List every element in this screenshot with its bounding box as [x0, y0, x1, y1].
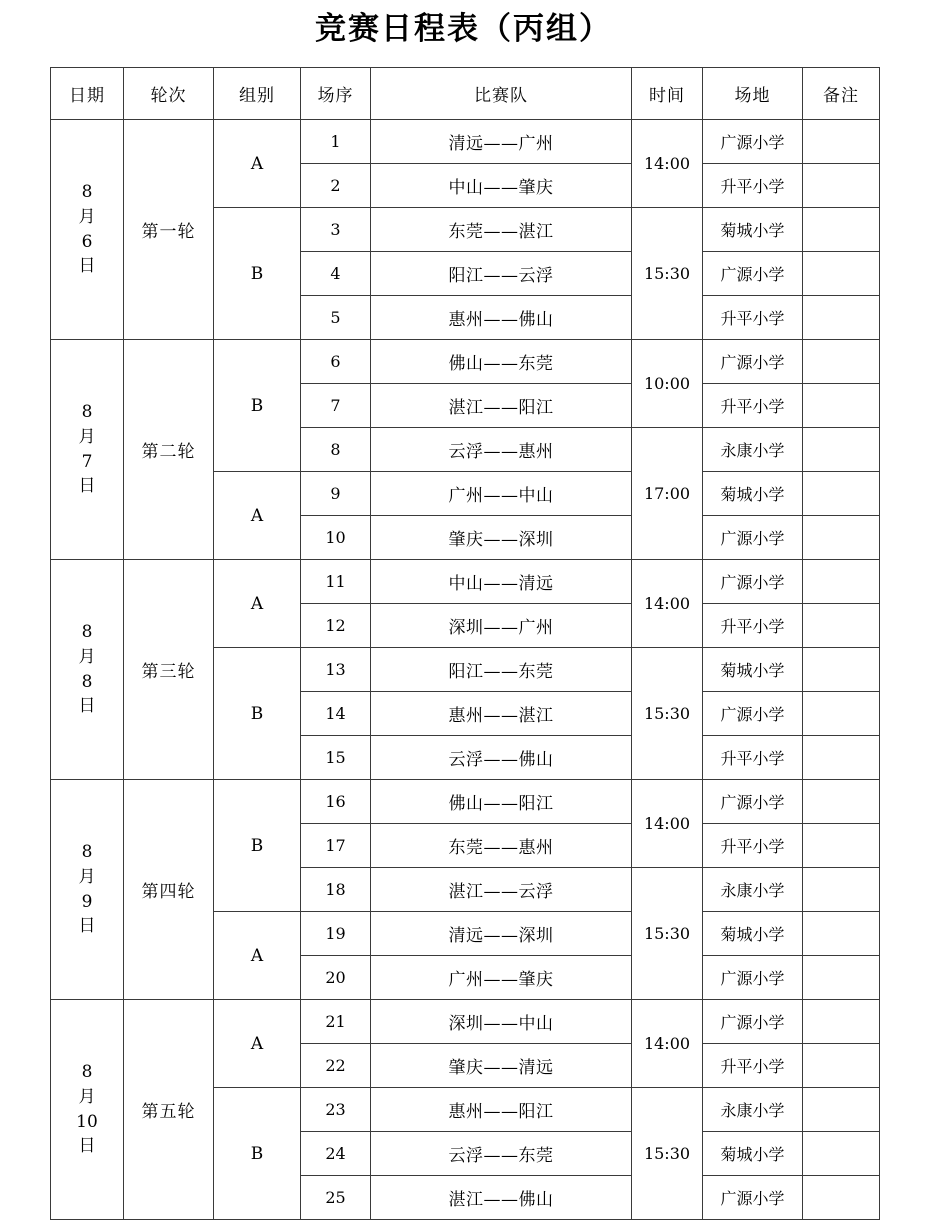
- venue-cell: 广源小学: [703, 780, 803, 824]
- match-number-cell: 10: [301, 516, 371, 560]
- venue-cell: 升平小学: [703, 1044, 803, 1088]
- venue-cell: 菊城小学: [703, 472, 803, 516]
- match-number-cell: 6: [301, 340, 371, 384]
- match-time-cell: 17:00: [632, 428, 703, 560]
- date-line: 月: [78, 1086, 96, 1107]
- venue-cell: 永康小学: [703, 868, 803, 912]
- venue-cell: 广源小学: [703, 956, 803, 1000]
- date-line: 8: [81, 622, 93, 643]
- match-teams-cell: 阳江——东莞: [371, 648, 632, 692]
- date-line: 8: [81, 842, 93, 863]
- note-cell: [803, 692, 880, 736]
- match-teams-cell: 湛江——佛山: [371, 1176, 632, 1220]
- round-label-cell: 第二轮: [124, 340, 214, 560]
- match-number-cell: 1: [301, 120, 371, 164]
- column-header-time: 时间: [632, 68, 703, 120]
- note-cell: [803, 1176, 880, 1220]
- table-row: [51, 340, 880, 384]
- match-number-cell: 12: [301, 604, 371, 648]
- match-number-cell: 14: [301, 692, 371, 736]
- column-header-venue: 场地: [703, 68, 803, 120]
- match-time-cell: 14:00: [632, 1000, 703, 1088]
- match-teams-cell: 清远——深圳: [371, 912, 632, 956]
- match-number-cell: 22: [301, 1044, 371, 1088]
- match-teams-cell: 湛江——阳江: [371, 384, 632, 428]
- note-cell: [803, 648, 880, 692]
- match-number-cell: 17: [301, 824, 371, 868]
- note-cell: [803, 340, 880, 384]
- venue-cell: 升平小学: [703, 164, 803, 208]
- date-line: 7: [81, 451, 93, 472]
- match-number-cell: 5: [301, 296, 371, 340]
- round-label-cell: 第四轮: [124, 780, 214, 1000]
- venue-cell: 永康小学: [703, 428, 803, 472]
- venue-cell: 升平小学: [703, 604, 803, 648]
- note-cell: [803, 516, 880, 560]
- group-cell: B: [214, 208, 301, 340]
- match-number-cell: 21: [301, 1000, 371, 1044]
- table-body: [51, 120, 880, 1220]
- match-number-cell: 13: [301, 648, 371, 692]
- group-cell: A: [214, 1000, 301, 1088]
- group-cell: B: [214, 340, 301, 472]
- header-row: [51, 68, 880, 120]
- match-number-cell: 3: [301, 208, 371, 252]
- note-cell: [803, 560, 880, 604]
- venue-cell: 广源小学: [703, 1000, 803, 1044]
- match-number-cell: 11: [301, 560, 371, 604]
- match-number-cell: 15: [301, 736, 371, 780]
- note-cell: [803, 780, 880, 824]
- venue-cell: 升平小学: [703, 296, 803, 340]
- match-teams-cell: 东莞——惠州: [371, 824, 632, 868]
- match-date-cell: [51, 340, 124, 560]
- match-teams-cell: 佛山——东莞: [371, 340, 632, 384]
- table-header: [51, 68, 880, 120]
- match-teams-cell: 惠州——佛山: [371, 296, 632, 340]
- date-line: 日: [78, 1136, 96, 1157]
- column-header-note: 备注: [803, 68, 880, 120]
- venue-cell: 广源小学: [703, 1176, 803, 1220]
- schedule-table-wrap: [0, 67, 927, 1220]
- match-teams-cell: 阳江——云浮: [371, 252, 632, 296]
- note-cell: [803, 1088, 880, 1132]
- date-line: 9: [81, 891, 93, 912]
- match-date-cell: [51, 120, 124, 340]
- date-line: 月: [78, 426, 96, 447]
- match-teams-cell: 清远——广州: [371, 120, 632, 164]
- group-cell: B: [214, 648, 301, 780]
- match-teams-cell: 深圳——中山: [371, 1000, 632, 1044]
- match-time-cell: 15:30: [632, 208, 703, 340]
- match-number-cell: 7: [301, 384, 371, 428]
- column-header-match: 比赛队: [371, 68, 632, 120]
- match-teams-cell: 深圳——广州: [371, 604, 632, 648]
- match-number-cell: 24: [301, 1132, 371, 1176]
- note-cell: [803, 1132, 880, 1176]
- match-teams-cell: 东莞——湛江: [371, 208, 632, 252]
- competition-schedule-table: [50, 67, 880, 1220]
- venue-cell: 广源小学: [703, 516, 803, 560]
- note-cell: [803, 912, 880, 956]
- match-teams-cell: 湛江——云浮: [371, 868, 632, 912]
- column-header-date: 日期: [51, 68, 124, 120]
- match-number-cell: 25: [301, 1176, 371, 1220]
- match-number-cell: 18: [301, 868, 371, 912]
- match-number-cell: 4: [301, 252, 371, 296]
- table-row: [51, 1000, 880, 1044]
- round-label-cell: 第三轮: [124, 560, 214, 780]
- venue-cell: 菊城小学: [703, 912, 803, 956]
- venue-cell: 广源小学: [703, 560, 803, 604]
- match-number-cell: 8: [301, 428, 371, 472]
- note-cell: [803, 428, 880, 472]
- date-line: 8: [81, 182, 93, 203]
- column-header-round: 轮次: [124, 68, 214, 120]
- note-cell: [803, 1044, 880, 1088]
- match-number-cell: 16: [301, 780, 371, 824]
- group-cell: B: [214, 1088, 301, 1220]
- match-teams-cell: 云浮——惠州: [371, 428, 632, 472]
- match-time-cell: 15:30: [632, 868, 703, 1000]
- match-number-cell: 20: [301, 956, 371, 1000]
- match-teams-cell: 云浮——佛山: [371, 736, 632, 780]
- note-cell: [803, 208, 880, 252]
- match-number-cell: 19: [301, 912, 371, 956]
- venue-cell: 广源小学: [703, 692, 803, 736]
- table-row: [51, 120, 880, 164]
- group-cell: B: [214, 780, 301, 912]
- match-time-cell: 15:30: [632, 1088, 703, 1220]
- venue-cell: 菊城小学: [703, 648, 803, 692]
- group-cell: A: [214, 472, 301, 560]
- table-row: [51, 560, 880, 604]
- note-cell: [803, 472, 880, 516]
- venue-cell: 升平小学: [703, 824, 803, 868]
- date-line: 日: [78, 256, 96, 277]
- match-time-cell: 14:00: [632, 780, 703, 868]
- match-teams-cell: 云浮——东莞: [371, 1132, 632, 1176]
- match-number-cell: 9: [301, 472, 371, 516]
- date-line: 8: [81, 671, 93, 692]
- match-teams-cell: 肇庆——深圳: [371, 516, 632, 560]
- note-cell: [803, 164, 880, 208]
- column-header-group: 组别: [214, 68, 301, 120]
- table-row: [51, 780, 880, 824]
- venue-cell: 广源小学: [703, 120, 803, 164]
- match-teams-cell: 广州——肇庆: [371, 956, 632, 1000]
- match-number-cell: 2: [301, 164, 371, 208]
- date-line: 日: [78, 916, 96, 937]
- match-time-cell: 10:00: [632, 340, 703, 428]
- match-date-cell: [51, 560, 124, 780]
- note-cell: [803, 956, 880, 1000]
- note-cell: [803, 868, 880, 912]
- match-date-cell: [51, 780, 124, 1000]
- date-line: 月: [78, 646, 96, 667]
- group-cell: A: [214, 560, 301, 648]
- note-cell: [803, 824, 880, 868]
- group-cell: A: [214, 912, 301, 1000]
- match-teams-cell: 中山——肇庆: [371, 164, 632, 208]
- match-teams-cell: 佛山——阳江: [371, 780, 632, 824]
- date-line: 6: [81, 231, 93, 252]
- match-teams-cell: 中山——清远: [371, 560, 632, 604]
- date-line: 月: [78, 206, 96, 227]
- match-number-cell: 23: [301, 1088, 371, 1132]
- column-header-seq: 场序: [301, 68, 371, 120]
- note-cell: [803, 384, 880, 428]
- venue-cell: 永康小学: [703, 1088, 803, 1132]
- note-cell: [803, 296, 880, 340]
- match-time-cell: 15:30: [632, 648, 703, 780]
- match-teams-cell: 广州——中山: [371, 472, 632, 516]
- date-line: 8: [81, 1062, 93, 1083]
- venue-cell: 升平小学: [703, 384, 803, 428]
- match-time-cell: 14:00: [632, 560, 703, 648]
- page-title: 竞赛日程表（丙组）: [315, 11, 612, 47]
- venue-cell: 广源小学: [703, 340, 803, 384]
- round-label-cell: 第五轮: [124, 1000, 214, 1220]
- match-date-cell: [51, 1000, 124, 1220]
- venue-cell: 广源小学: [703, 252, 803, 296]
- note-cell: [803, 252, 880, 296]
- match-teams-cell: 惠州——湛江: [371, 692, 632, 736]
- note-cell: [803, 1000, 880, 1044]
- date-line: 日: [78, 476, 96, 497]
- venue-cell: 菊城小学: [703, 208, 803, 252]
- note-cell: [803, 736, 880, 780]
- note-cell: [803, 604, 880, 648]
- date-line: 10: [76, 1111, 98, 1132]
- note-cell: [803, 120, 880, 164]
- venue-cell: 升平小学: [703, 736, 803, 780]
- date-line: 日: [78, 696, 96, 717]
- date-line: 8: [81, 402, 93, 423]
- date-line: 月: [78, 866, 96, 887]
- match-teams-cell: 惠州——阳江: [371, 1088, 632, 1132]
- round-label-cell: 第一轮: [124, 120, 214, 340]
- match-teams-cell: 肇庆——清远: [371, 1044, 632, 1088]
- match-time-cell: 14:00: [632, 120, 703, 208]
- group-cell: A: [214, 120, 301, 208]
- venue-cell: 菊城小学: [703, 1132, 803, 1176]
